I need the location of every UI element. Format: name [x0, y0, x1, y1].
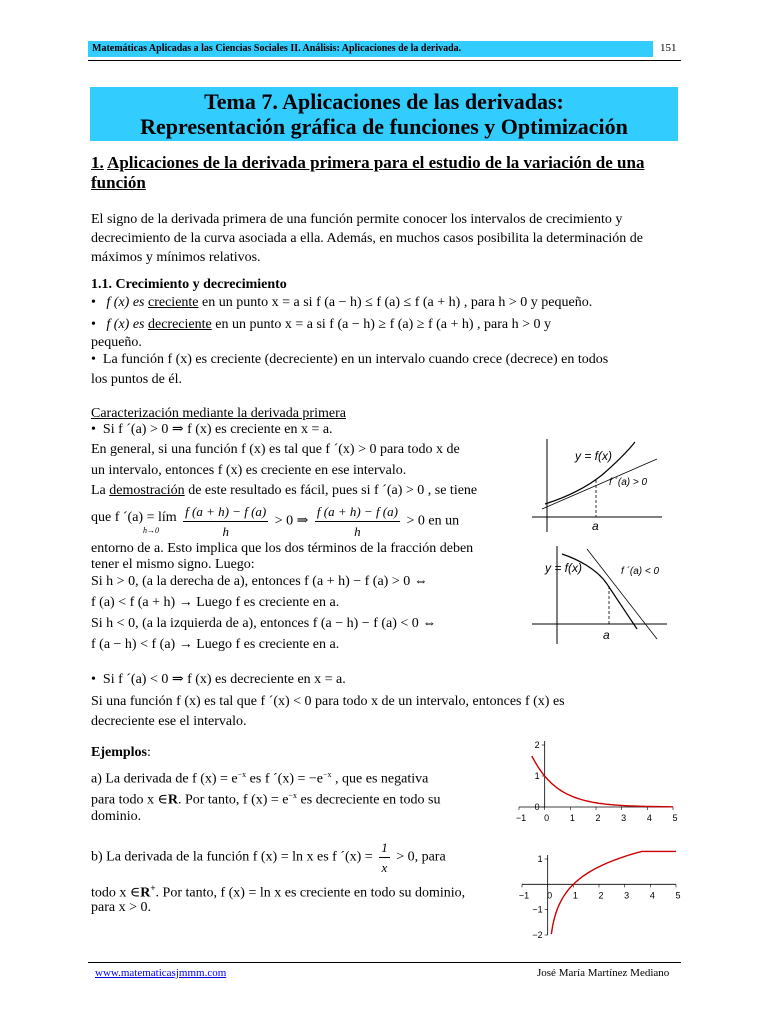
b2-rest: en un punto x = a si f (a − h) ≥ f (a) ≥ f (a + h) , para h > 0 y: [211, 317, 552, 332]
a1-text: a) La derivada de f (x) = e: [91, 771, 238, 787]
carac-l10: Si h < 0, (a la izquierda de a), entonces f (a − h) − f (a) < 0 ⇔: [91, 616, 437, 631]
b2-pre: todo x ∈: [91, 885, 141, 901]
running-header: Matemáticas Aplicadas a las Ciencias Sociales II. Análisis: Aplicaciones de la derivada.: [88, 41, 653, 57]
fig2-tangent: [587, 549, 657, 639]
subsection-title: 1.1. Crecimiento y decrecimiento: [91, 277, 287, 292]
carac-l8: Si h > 0, (a la derecha de a), entonces f (a + h) − f (a) > 0 ⇔: [91, 574, 428, 589]
l4-pre: La: [91, 483, 110, 498]
examples-label: Ejemplos: [91, 745, 147, 760]
chart2-ytick-label: −2: [532, 930, 543, 940]
chart2-xtick-label: 1: [572, 890, 578, 901]
l5-gt: > 0 ⇒: [271, 513, 312, 529]
chapter-title: [90, 87, 678, 141]
chart1-ytick-label: 2: [534, 740, 540, 750]
fraction-1: [183, 502, 268, 541]
l4-post: de este resultado es fácil, pues si f ´(a) > 0 , se tiene: [184, 483, 478, 498]
chapter-title-line2: Representación gráfica de funciones y Optimización: [140, 114, 628, 139]
example-b-l1: [91, 838, 446, 877]
term-demostracion: demostración: [109, 483, 185, 498]
a2-end: es decreciente en todo su: [297, 792, 441, 808]
chart1-curve: [532, 756, 673, 807]
chart2-ytick-label: −1: [532, 904, 543, 915]
b1-end: > 0, para: [392, 849, 446, 865]
b3-text: La función f (x) es creciente (decreciente) en un intervalo cuando crece (decrece) en todos: [102, 352, 609, 367]
a2-exp: −x: [288, 791, 298, 800]
a1-exp2: −x: [323, 770, 332, 779]
l5-que-text: que f ´(a) = lím: [91, 510, 177, 525]
header-rule: [88, 60, 681, 61]
fig1-deriv: f ´(a) > 0: [609, 477, 648, 488]
fig2-deriv: f ´(a) < 0: [621, 566, 660, 577]
example-a-l2: [91, 786, 440, 810]
b2-sup: +: [150, 883, 156, 893]
a1-exp: −x: [237, 770, 247, 779]
fraction-2: [315, 502, 400, 541]
fraction-1x: [379, 838, 390, 877]
chart1-xtick-label: 3: [621, 813, 627, 823]
carac-d1-text: Si f ´(a) < 0 ⇒ f (x) es decreciente en x = a.: [102, 672, 346, 687]
chart-ln: [510, 845, 685, 950]
carac-l2: En general, si una función f (x) es tal que f ´(x) > 0 para todo x de: [91, 442, 460, 457]
footer-rule: [88, 962, 681, 963]
bullet-intervalo: • La función f (x) es creciente (decreciente) en un intervalo cuando crece (decrece) en todos: [91, 352, 609, 367]
fraction-2-num: f (a + h) − f (a): [315, 502, 400, 522]
chart2-curve: [551, 851, 676, 934]
fig1-a: a: [592, 519, 599, 533]
fraction-1-num: f (a + h) − f (a): [183, 502, 268, 522]
carac-d3: decreciente ese el intervalo.: [91, 714, 247, 729]
chart1-xtick-label: 4: [646, 813, 652, 823]
term-decreciente: decreciente: [148, 317, 212, 332]
a2-pre: para todo x ∈: [91, 792, 168, 808]
carac-l7: tener el mismo signo. Luego:: [91, 557, 255, 572]
examples-title: [91, 743, 151, 762]
fraction-1-den: h: [222, 524, 229, 539]
b2-R: R: [140, 885, 151, 901]
chart2-xtick-label: 3: [624, 890, 630, 901]
bullet-decreciente: • f (x) es decreciente en un punto x = a si f (a − h) ≥ f (a) ≥ f (a + h) , para h > 0 y: [91, 317, 552, 332]
carac-l1-text: Si f ´(a) > 0 ⇒ f (x) es creciente en x = a.: [102, 422, 333, 437]
b2-end: pequeño.: [91, 335, 142, 350]
chart-exp: [505, 737, 680, 825]
fig2-a: a: [603, 628, 610, 642]
section-number: 1.: [91, 153, 104, 172]
chart1-ytick-label: 1: [534, 771, 540, 781]
example-a-l3: dominio.: [91, 809, 142, 824]
section-heading: [91, 153, 651, 193]
chart1-xtick-label: 0: [544, 813, 550, 823]
chart2-xtick-label: 2: [598, 890, 604, 901]
carac-title: Caracterización mediante la derivada primera: [91, 406, 346, 421]
b1-text: b) La derivada de la función f (x) = ln x es f ´(x) =: [91, 849, 377, 865]
chart1-xtick-label: 5: [672, 813, 678, 823]
fig1-label: y = f(x): [575, 449, 613, 463]
footer-url-link[interactable]: www.matematicasjmmm.com: [95, 967, 227, 979]
a2-mid: . Por tanto, f (x) = e: [177, 792, 289, 808]
carac-l9: f (a) < f (a + h) → Luego f es creciente en a.: [91, 595, 340, 610]
l5-lim-sub: h→0: [143, 526, 159, 535]
fraction-1x-den: x: [381, 860, 388, 875]
section-title: Aplicaciones de la derivada primera para el estudio de la variación de una función: [91, 153, 645, 192]
intro-paragraph: El signo de la derivada primera de una función permite conocer los intervalos de crecimiento y decrecimiento de la curva asociada a ella. Además, en muchos casos posibilita la determinación de máximos y mínimos relativos.: [91, 212, 644, 265]
fraction-1x-num: 1: [379, 838, 390, 858]
fig-decreasing: [527, 544, 672, 649]
chapter-title-line1: Tema 7. Aplicaciones de las derivadas:: [204, 89, 564, 114]
example-b-l3: para x > 0.: [91, 900, 151, 915]
b2-end: . Por tanto, f (x) = ln x es creciente en todo su dominio,: [155, 885, 466, 901]
fig2-label: y = f(x): [545, 561, 583, 575]
footer-author: José María Martínez Mediano: [537, 967, 670, 979]
carac-l3: un intervalo, entonces f (x) es creciente en ese intervalo.: [91, 463, 407, 478]
b2-pre: f (x) es: [106, 317, 148, 332]
l5-end: > 0 en un: [402, 513, 460, 529]
chart2-xtick-label: 4: [649, 890, 655, 901]
chart2-xtick-label: 0: [547, 890, 553, 901]
carac-d1: • Si f ´(a) < 0 ⇒ f (x) es decreciente en x = a.: [91, 672, 346, 687]
carac-l5: [91, 502, 511, 541]
a2-R: R: [167, 792, 178, 808]
carac-d2: Si una función f (x) es tal que f ´(x) < 0 para todo x de un intervalo, entonces f (x) es: [91, 694, 565, 709]
chart1-xtick-label: 2: [595, 813, 601, 823]
bullet-creciente: • f (x) es creciente en un punto x = a si f (a − h) ≤ f (a) ≤ f (a + h) , para h > 0 y pequeño.: [91, 295, 593, 310]
examples-colon: :: [147, 745, 151, 760]
carac-l1: • Si f ´(a) > 0 ⇒ f (x) es creciente en x = a.: [91, 422, 333, 437]
chart2-xtick-label: 5: [675, 890, 681, 901]
l5-que: [91, 508, 177, 535]
chart2-xtick-label: −1: [518, 890, 530, 901]
chart2-ytick-label: 1: [537, 854, 543, 864]
chart1-xtick-label: 1: [569, 813, 575, 823]
b3-end: los puntos de él.: [91, 372, 182, 387]
b1-rest: en un punto x = a si f (a − h) ≤ f (a) ≤ f (a + h) , para h > 0 y pequeño.: [198, 295, 593, 310]
chart1-xtick-label: −1: [515, 813, 527, 823]
carac-l4: [91, 481, 477, 500]
fraction-2-den: h: [354, 524, 361, 539]
page-number: 151: [660, 42, 677, 54]
a1-mid: es f ´(x) = −e: [246, 771, 323, 787]
fig-increasing: [527, 437, 667, 537]
chart1-ytick-label: 0: [534, 802, 540, 812]
carac-l6: entorno de a. Esto implica que los dos términos de la fracción deben: [91, 541, 474, 556]
carac-l11: f (a − h) < f (a) → Luego f es creciente en a.: [91, 637, 340, 652]
a1-end: , que es negativa: [331, 771, 429, 787]
b1-pre: f (x) es: [106, 295, 148, 310]
term-creciente: creciente: [148, 295, 199, 310]
